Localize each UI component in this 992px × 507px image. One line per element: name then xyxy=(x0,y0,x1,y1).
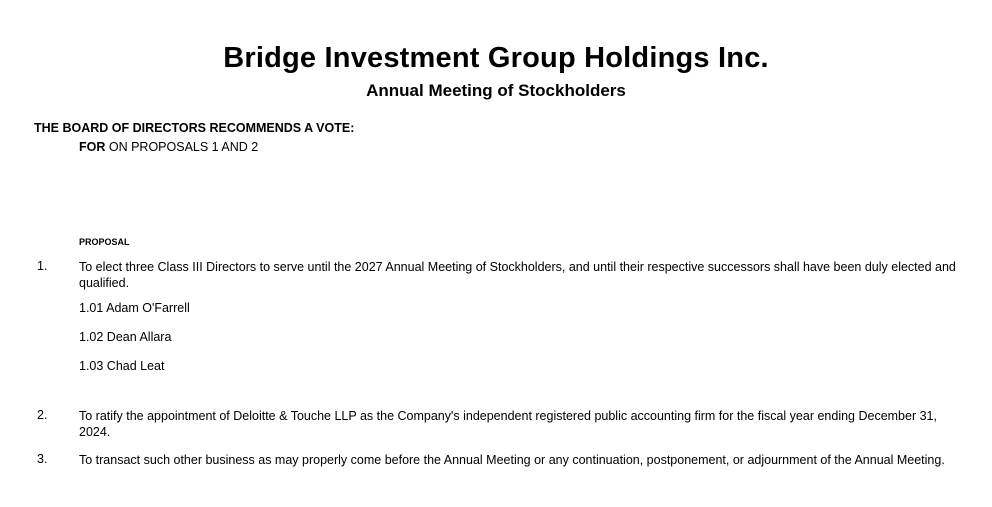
proposal-text: To transact such other business as may properly come before the Annual Meeting or any continuation, postponement, or adjournment of the Annual Meeting. xyxy=(79,453,945,467)
nominee-item: 1.01 Adam O'Farrell xyxy=(79,301,190,315)
recommendation-for-label: FOR xyxy=(79,140,106,154)
board-recommendation-line xyxy=(79,140,258,154)
proposal-number: 1. xyxy=(37,259,48,273)
recommendation-for-text: ON PROPOSALS 1 AND 2 xyxy=(105,140,259,154)
nominee-item: 1.03 Chad Leat xyxy=(79,359,165,373)
proposal-text: To elect three Class III Directors to serve until the 2027 Annual Meeting of Stockholders, and until their respective successors shall have been duly elected and qualified. xyxy=(79,260,956,290)
company-name: Bridge Investment Group Holdings Inc. xyxy=(223,42,769,74)
proposal-text: To ratify the appointment of Deloitte & Touche LLP as the Company's independent registered public accounting firm for the fiscal year ending December 31, 2024. xyxy=(79,409,937,439)
nominee-item: 1.02 Dean Allara xyxy=(79,330,172,344)
proposal-column-header: PROPOSAL xyxy=(79,237,130,247)
board-recommendation-heading: THE BOARD OF DIRECTORS RECOMMENDS A VOTE: xyxy=(34,121,355,135)
proposal-number: 2. xyxy=(37,408,48,422)
proposal-number: 3. xyxy=(37,452,48,466)
meeting-title: Annual Meeting of Stockholders xyxy=(366,81,626,100)
